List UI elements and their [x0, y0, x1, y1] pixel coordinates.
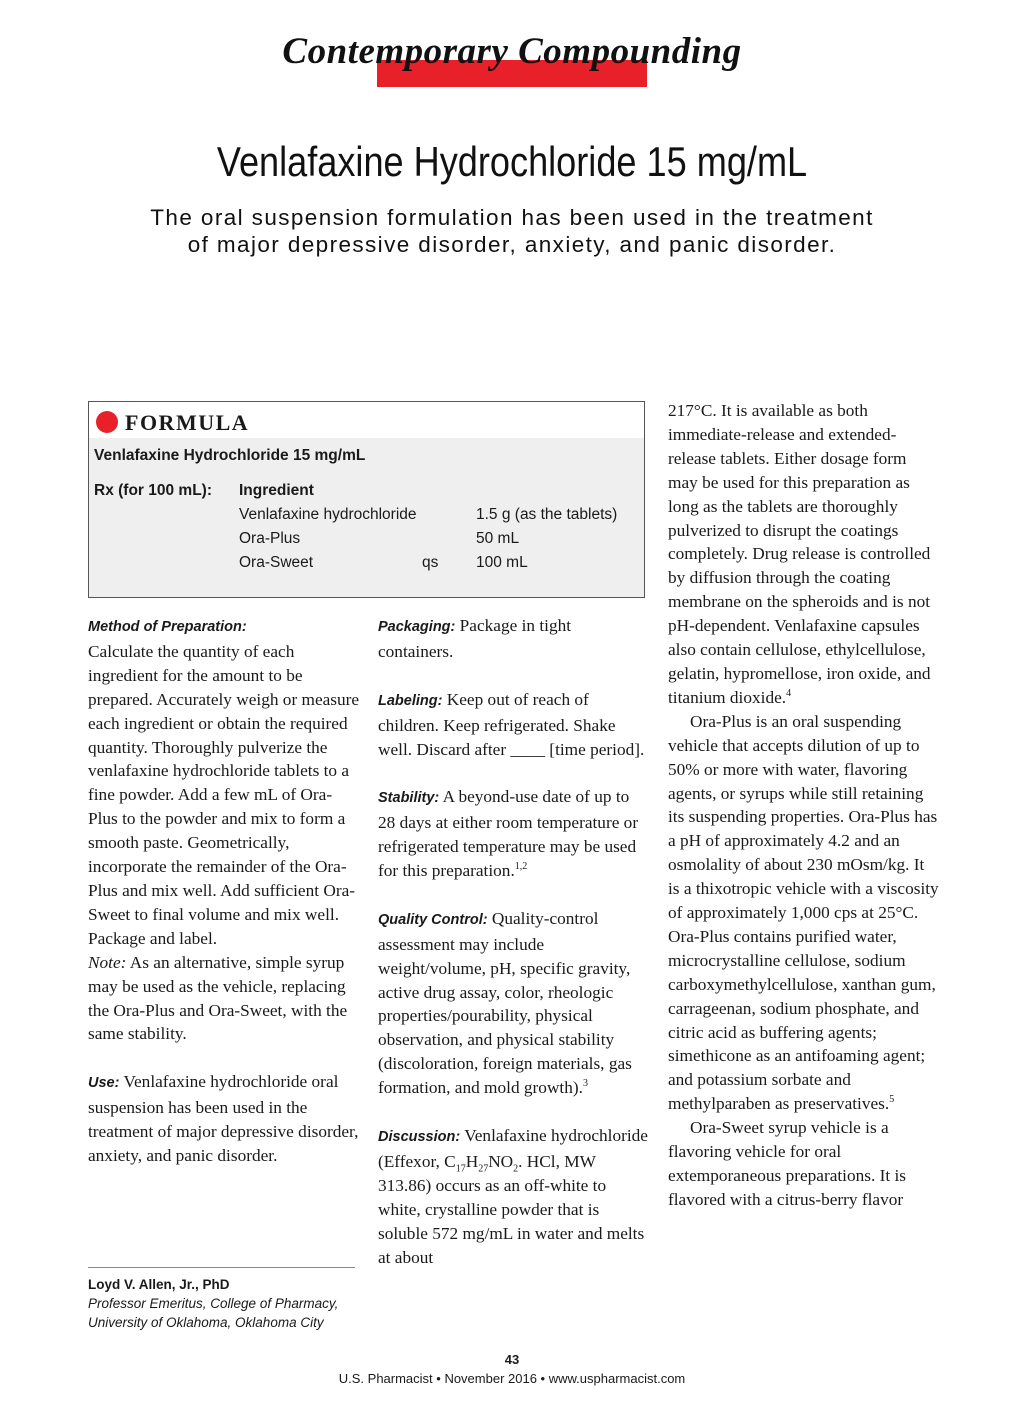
formula-box: [88, 401, 645, 598]
formula-rx: Rx (for 100 mL):: [94, 482, 212, 499]
packaging-text: Package in tight containers.: [378, 616, 572, 661]
col3-text: 217°C. It is available as both immediate-release and extended-release tablets. Either dosage form may be used for this preparation as long as the tablets are thoroughly pulverized to disrupt the coatings completely. Drug release is controlled by diffusion through the coating membrane on the spheroids and is not pH-dependent. Venlafaxine capsules also contain cellulose, ethylcellulose, gelatin, hypromellose, iron oxide, and titanium dioxide.: [668, 401, 931, 707]
column-2: [378, 614, 650, 1269]
col3-text: Ora-Sweet syrup vehicle is a flavoring vehicle for oral extemporaneous preparations. It is flavored with a citrus-berry flavor: [668, 1118, 907, 1209]
footer-text: U.S. Pharmacist • November 2016 • www.uspharmacist.com: [338, 1371, 686, 1386]
stability-paragraph: [378, 785, 650, 883]
col3-text: Ora-Plus is an oral suspending vehicle that accepts dilution of up to 50% or more with water, flavoring agents, or syrups while still retaining its suspending properties. Ora-Plus has a pH of approximately 4.2 and an osmolality of about 230 mOsm/kg. It is a thixotropic vehicle with a viscosity of approximately 1,000 cps at 25°C. Ora-Plus contains purified water, microcrystalline cellulose, sodium carboxymethylcellulose, xanthan gum, carrageenan, sodium phosphate, and citric acid as buffering agents; simethicone as an antifoaming agent; and potassium sorbate and methylparaben as preservatives.: [668, 711, 939, 1114]
labeling-text: Keep out of reach of children. Keep refrigerated. Shake well. Discard after ____ [time period].: [378, 689, 645, 759]
labeling-label: Labeling:: [378, 692, 443, 709]
formula-label: FORMULA: [125, 410, 250, 435]
discussion-label: Discussion:: [378, 1128, 461, 1145]
formula-subscript: 17: [455, 1163, 466, 1175]
article-title: Venlafaxine Hydrochloride 15 mg/mL: [216, 138, 808, 185]
author-institution: University of Oklahoma, Oklahoma City: [88, 1315, 324, 1330]
quality-reference: 3: [582, 1078, 588, 1090]
author-block: [88, 1275, 338, 1332]
formula-amount: 50 mL: [476, 530, 520, 547]
discussion-text: Venlafaxine hydrochloride (Effexor, C: [378, 1125, 648, 1171]
col3-paragraph-1: [668, 399, 940, 710]
column-1: [88, 614, 360, 1168]
stability-reference: 1,2: [514, 861, 528, 873]
col3-paragraph-3: [668, 1116, 940, 1212]
col3-paragraph-2: [668, 710, 940, 1116]
quality-paragraph: [378, 907, 650, 1100]
labeling-paragraph: [378, 688, 650, 762]
formula-ingredient: Ora-Plus: [239, 530, 301, 547]
discussion-paragraph: [378, 1124, 650, 1269]
stability-text: A beyond-use date of up to 28 days at either room temperature or refrigerated temperature may be used for this preparation.: [378, 787, 639, 881]
page-number: 43: [504, 1352, 520, 1367]
discussion-text: NO: [488, 1151, 514, 1171]
author-divider: [88, 1267, 355, 1268]
formula-qs: qs: [422, 554, 439, 571]
masthead: Contemporary Compounding: [282, 31, 742, 72]
packaging-paragraph: [378, 614, 650, 664]
note-label: Note:: [88, 952, 127, 972]
note-text: As an alternative, simple syrup may be used as the vehicle, replacing the Ora-Plus and Ora-Sweet, with the same stability.: [88, 952, 348, 1044]
quality-label: Quality Control:: [378, 911, 488, 928]
author-title: Professor Emeritus, College of Pharmacy,: [88, 1296, 339, 1311]
article-subtitle: The oral suspension formulation has been used in the treatment of major depressive disorder, anxiety, and panic disorder.: [150, 205, 874, 257]
col3-reference: 5: [889, 1094, 895, 1106]
formula-ingredient: Ora-Sweet: [239, 554, 314, 571]
discussion-text: . HCl, MW 313.86) occurs as an off-white to white, crystalline powder that is soluble 572 mg/mL in water and melts at about: [378, 1151, 645, 1267]
formula-amount: 1.5 g (as the tablets): [476, 506, 618, 523]
discussion-text: H: [465, 1151, 479, 1171]
author-name: Loyd V. Allen, Jr., PhD: [88, 1277, 230, 1292]
use-label: Use:: [88, 1075, 120, 1092]
quality-text: Quality-control assessment may include weight/volume, pH, specific gravity, active drug assay, color, rheologic properties/pourability, physical observation, and physical stability (discoloration, foreign materials, gas formation, and mold growth).: [378, 908, 632, 1098]
stability-label: Stability:: [378, 790, 440, 807]
column-3: [668, 399, 940, 1212]
method-label: Method of Preparation:: [88, 619, 247, 635]
col3-reference: 4: [786, 688, 792, 700]
method-text: Calculate the quantity of each ingredient for the amount to be prepared. Accurately weigh or measure each ingredient or obtain the required quantity. Thoroughly pulverize the venlafaxine hydrochloride tablets to a fine powder. Add a few mL of Ora-Plus to the powder and mix to form a smooth paste. Geometrically, incorporate the remainder of the Ora-Plus and mix well. Add sufficient Ora-Sweet to final volume and mix well. Package and label.: [88, 641, 360, 948]
formula-bullet-icon: [96, 411, 118, 433]
use-text: Venlafaxine hydrochloride oral suspension has been used in the treatment of major depressive disorder, anxiety, and panic disorder.: [88, 1072, 359, 1165]
use-paragraph: [88, 1070, 360, 1168]
formula-subscript: 27: [478, 1163, 489, 1175]
formula-subscript: 2: [513, 1163, 519, 1175]
method-note: [88, 951, 360, 1047]
formula-amount: 100 mL: [476, 554, 528, 571]
formula-name: Venlafaxine Hydrochloride 15 mg/mL: [94, 447, 366, 464]
formula-ingredient-header: Ingredient: [239, 482, 314, 499]
formula-ingredient: Venlafaxine hydrochloride: [239, 506, 417, 523]
packaging-label: Packaging:: [378, 619, 456, 635]
